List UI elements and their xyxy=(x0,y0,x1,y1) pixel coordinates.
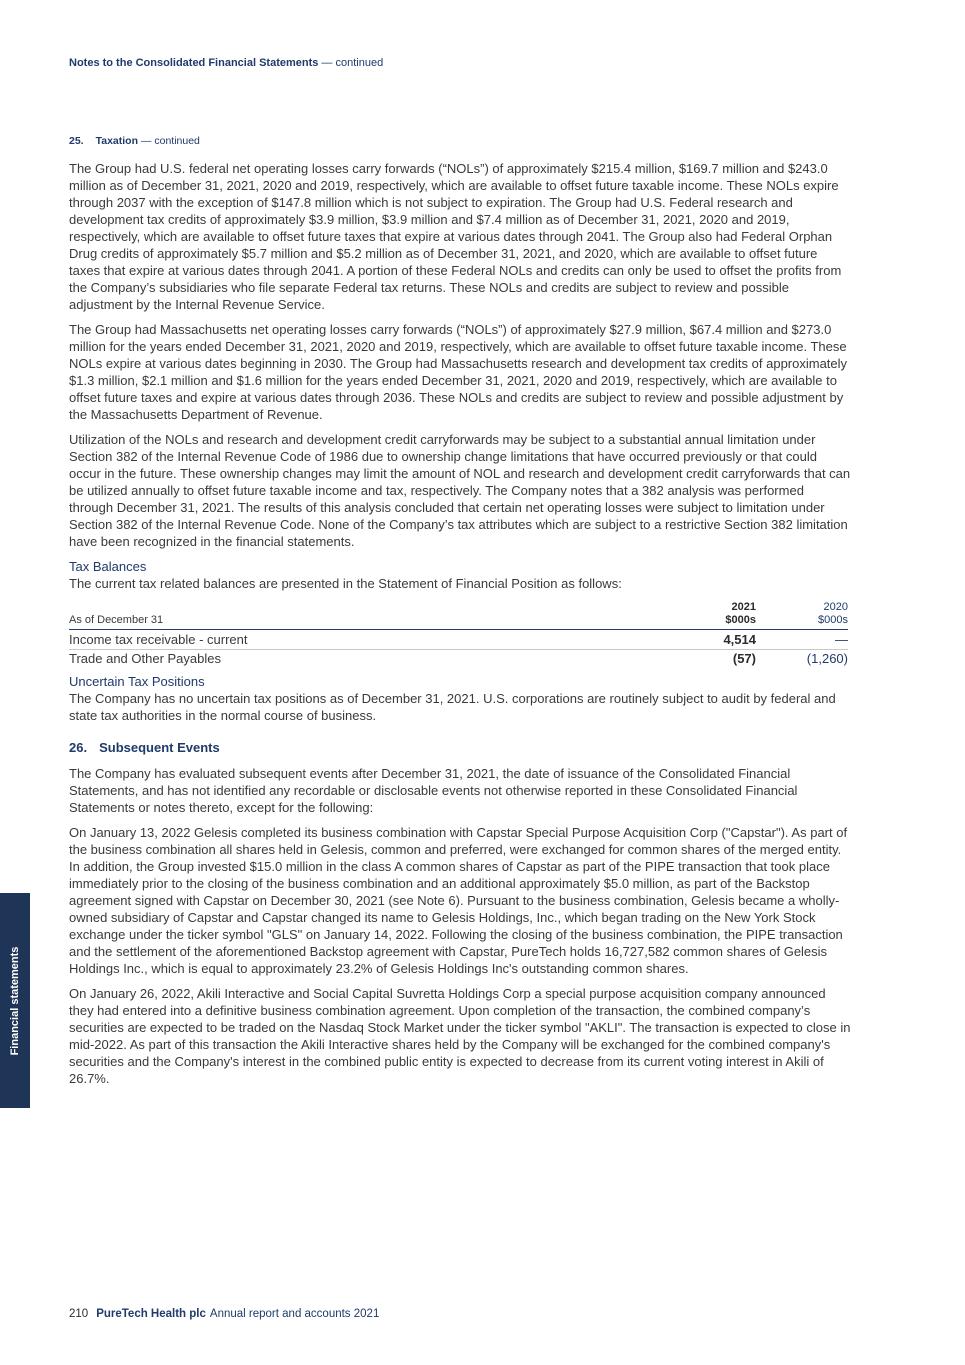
header-continued: — continued xyxy=(318,57,384,69)
page-footer xyxy=(69,1308,379,1320)
header-title: Notes to the Consolidated Financial Statements xyxy=(69,57,319,69)
page-content xyxy=(69,135,851,1095)
side-tab-label: Financial statements xyxy=(9,946,21,1056)
value-2021: (57) xyxy=(732,651,756,666)
paragraph-section-382: Utilization of the NOLs and research and development credit carryforwards may be subject to a substantial annual limitation under Section 382 of the Internal Revenue Code of 1986 due to ownership change limitations that have occurred previously or that could occur in the future. These ownership changes may limit the amount of NOL and research and development credit carryforwards that can be utilized annually to offset future taxable income and tax, respectively. The Company notes that a 382 analysis was performed through December 31, 2021. The results of this analysis concluded that certain net operating losses were subject to limitation under Section 382 of the Internal Revenue Code. None of the Company’s tax attributes which are subject to a restrictive Section 382 limitation have been recognized in the financial statements. xyxy=(69,432,851,549)
tax-balances-intro: The current tax related balances are presented in the Statement of Financial Position as follows: xyxy=(69,576,622,591)
tax-balances-table xyxy=(69,599,848,668)
tax-balances-heading: Tax Balances xyxy=(69,559,147,574)
page-number: 210 xyxy=(69,1308,89,1320)
row-label: Trade and Other Payables xyxy=(69,651,221,666)
paragraph-akili: On January 26, 2022, Akili Interactive and Social Capital Suvretta Holdings Corp a special purpose acquisition company announced they had entered into a definitive business combination agreement. Upon completion of the transaction, the combined company’s securities are expected to be traded on the Nasdaq Stock Market under the ticker symbol "AKLI". The transaction is expected to close in mid-2022. As part of this transaction the Akili Interactive shares held by the Company will be exchanged for the combined company's securities and the Company's interest in the combined public entity is expected to decrease from its current voting interest in Akili of 26.7%. xyxy=(69,986,851,1086)
table-header-row xyxy=(69,599,848,630)
paragraph-federal-nols: The Group had U.S. federal net operating losses carry forwards (“NOLs”) of approximately $215.4 million, $169.7 million and $243.0 million as of December 31, 2021, 2020 and 2019, respectively, which are available to offset future taxable income. These NOLs expire through 2037 with the exception of $147.8 million which is not subject to expiration. The Group had U.S. Federal research and development tax credits of approximately $3.9 million, $3.9 million and $7.4 million as of December 31, 2021, 2020 and 2019, respectively, which are available to offset future taxes that expire at various dates through 2041. The Group also had Federal Orphan Drug credits of approximately $5.7 million and $5.2 million as of December 31, 2021, and 2020, which are available to offset future taxes that expire at various dates through 2041. A portion of these Federal NOLs and credits can only be used to offset the profits from the Company’s subsidiaries who file separate Federal tax returns. These NOLs and credits are subject to review and possible adjustment by the Internal Revenue Service. xyxy=(69,161,842,312)
column-header-2020 xyxy=(756,599,848,630)
paragraph-gelesis: On January 13, 2022 Gelesis completed its business combination with Capstar Special Purpose Acquisition Corp ("Capstar"). As part of the business combination all shares held in Gelesis, common and preferred, were exchanged for common shares of the merged entity. In addition, the Group invested $15.0 million in the class A common shares of Capstar as part of the PIPE transaction that took place immediately prior to the closing of the business combination and an additional approximately $5.0 million, as part of the Backstop agreement signed with Capstar on December 30, 2021 (see Note 6). Pursuant to the business combination, Gelesis became a wholly-owned subsidiary of Capstar and Capstar changed its name to Gelesis Holdings, Inc., which began trading on the New York Stock exchange under the ticker symbol "GLS" on January 14, 2022. Following the closing of the business combination, the PIPE transaction and the settlement of the aforementioned Backstop agreement with Capstar, PureTech holds 16,727,582 common shares of Gelesis Holdings Inc., which is equal to approximately 23.2% of Gelesis Holdings Inc's outstanding common shares. xyxy=(69,825,848,976)
value-2020: (1,260) xyxy=(806,651,848,666)
section-25-number: 25. xyxy=(69,135,84,147)
table-row xyxy=(69,630,848,650)
column-2021-unit: $000s xyxy=(725,614,756,626)
column-2020-year: 2020 xyxy=(823,601,848,613)
paragraph-subsequent-intro: The Company has evaluated subsequent events after December 31, 2021, the date of issuance of the Consolidated Financial Statements, and has not identified any recordable or disclosable events not otherwise reported in these Consolidated Financial Statements or notes thereto, except for the following: xyxy=(69,766,798,815)
row-label: Income tax receivable - current xyxy=(69,630,666,650)
section-25-continued: — continued xyxy=(138,135,200,147)
section-25-heading xyxy=(69,135,851,147)
uncertain-tax-heading: Uncertain Tax Positions xyxy=(69,674,205,689)
uncertain-tax-text: The Company has no uncertain tax positions as of December 31, 2021. U.S. corporations are routinely subject to audit by federal and state tax authorities in the normal course of business. xyxy=(69,691,836,723)
footer-company: PureTech Health plc xyxy=(96,1308,206,1320)
running-header xyxy=(69,57,383,69)
table-row xyxy=(69,650,848,669)
section-25-name: Taxation xyxy=(95,135,139,147)
section-side-tab xyxy=(0,893,30,1108)
section-26-heading xyxy=(69,740,851,755)
value-2021: 4,514 xyxy=(666,630,756,650)
value-2020: — xyxy=(756,630,848,650)
column-2021-year: 2021 xyxy=(731,601,756,613)
section-26-name: Subsequent Events xyxy=(99,740,220,755)
footer-report: Annual report and accounts 2021 xyxy=(209,1308,380,1320)
section-26-number: 26. xyxy=(69,740,88,755)
label-column-header: As of December 31 xyxy=(69,599,666,630)
paragraph-massachusetts-nols: The Group had Massachusetts net operating losses carry forwards (“NOLs”) of approximately $27.9 million, $67.4 million and $273.0 million for the years ended December 31, 2021, 2020 and 2019, respectively, which are available to offset future taxable income. These NOLs expire at various dates beginning in 2030. The Group had Massachusetts research and development tax credits of approximately $1.3 million, $2.1 million and $1.6 million for the years ended December 31, 2021, 2020 and 2019, respectively, which are available to offset future taxes and expire at various dates through 2036. These NOLs and credits are subject to review and possible adjustment by the Massachusetts Department of Revenue. xyxy=(69,322,848,422)
column-header-2021 xyxy=(666,599,756,630)
column-2020-unit: $000s xyxy=(818,614,848,626)
